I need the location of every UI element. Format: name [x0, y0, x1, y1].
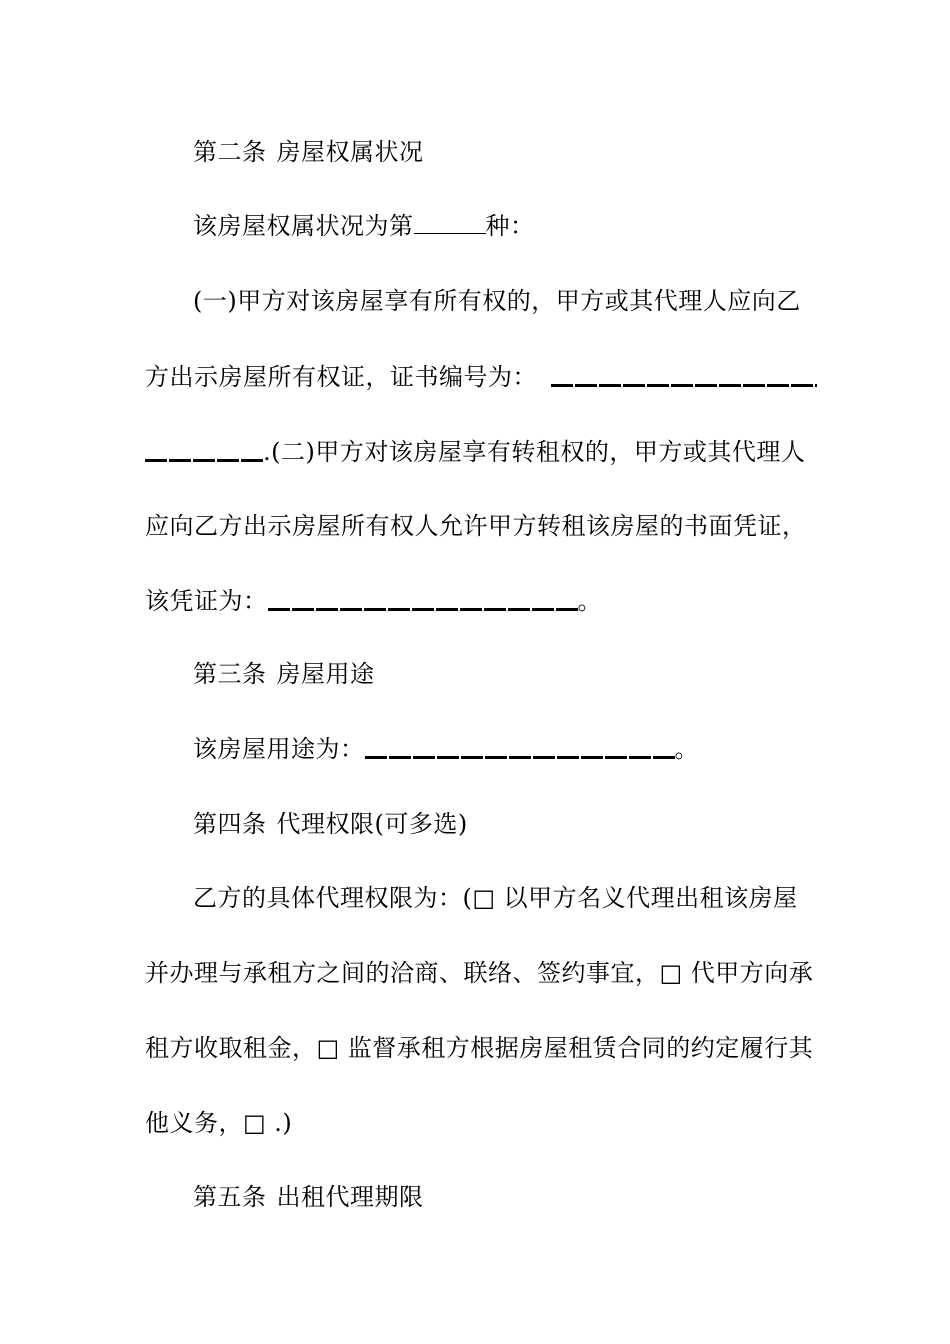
article-4-title: 代理权限(可多选)	[276, 810, 468, 838]
ownership-type-blank[interactable]	[414, 211, 486, 234]
article-5-title: 出租代理期限	[276, 1183, 424, 1211]
authority-line-1: 乙方的具体代理权限为：(□ 以甲方名义代理出租该房屋	[193, 884, 798, 912]
certificate-number-blank-continued[interactable]	[145, 459, 263, 462]
option-1-line-2: 方出示房屋所有权证，证书编号为：	[145, 362, 810, 392]
authority-line-3: 租方收取租金，□ 监督承租方根据房屋租赁合同的约定履行其	[145, 1034, 814, 1062]
article-3-heading	[193, 659, 810, 689]
usage-blank[interactable]	[365, 756, 675, 759]
option-1-line-1: (一)甲方对该房屋享有所有权的，甲方或其代理人应向乙	[193, 287, 801, 315]
voucher-blank[interactable]	[268, 608, 578, 611]
article-2-heading	[193, 137, 810, 167]
article-5-heading	[193, 1182, 810, 1212]
usage-line: 该房屋用途为： 。	[193, 735, 699, 763]
option-2-line-2: 应向乙方出示房屋所有权人允许甲方转租该房屋的书面凭证，	[145, 512, 807, 540]
option-2-line-3: 该凭证为： 。	[145, 587, 602, 615]
ownership-type-line: 该房屋权属状况为第 种：	[193, 212, 535, 240]
article-3-title: 房屋用途	[276, 660, 375, 688]
article-3-number: 第三条	[193, 660, 267, 688]
certificate-number-blank[interactable]	[551, 384, 817, 387]
article-4-number: 第四条	[193, 810, 267, 838]
article-2-title: 房屋权属状况	[276, 138, 424, 166]
authority-line-2: 并办理与承租方之间的洽商、联络、签约事宜，□ 代甲方向承	[145, 959, 814, 987]
authority-line-4: 他义务，□ .)	[145, 1109, 293, 1137]
option-2-line-1: .(二)甲方对该房屋享有转租权的，甲方或其代理人	[145, 437, 810, 467]
article-5-number: 第五条	[193, 1183, 267, 1211]
article-2-number: 第二条	[193, 138, 267, 166]
article-4-heading	[193, 809, 810, 839]
